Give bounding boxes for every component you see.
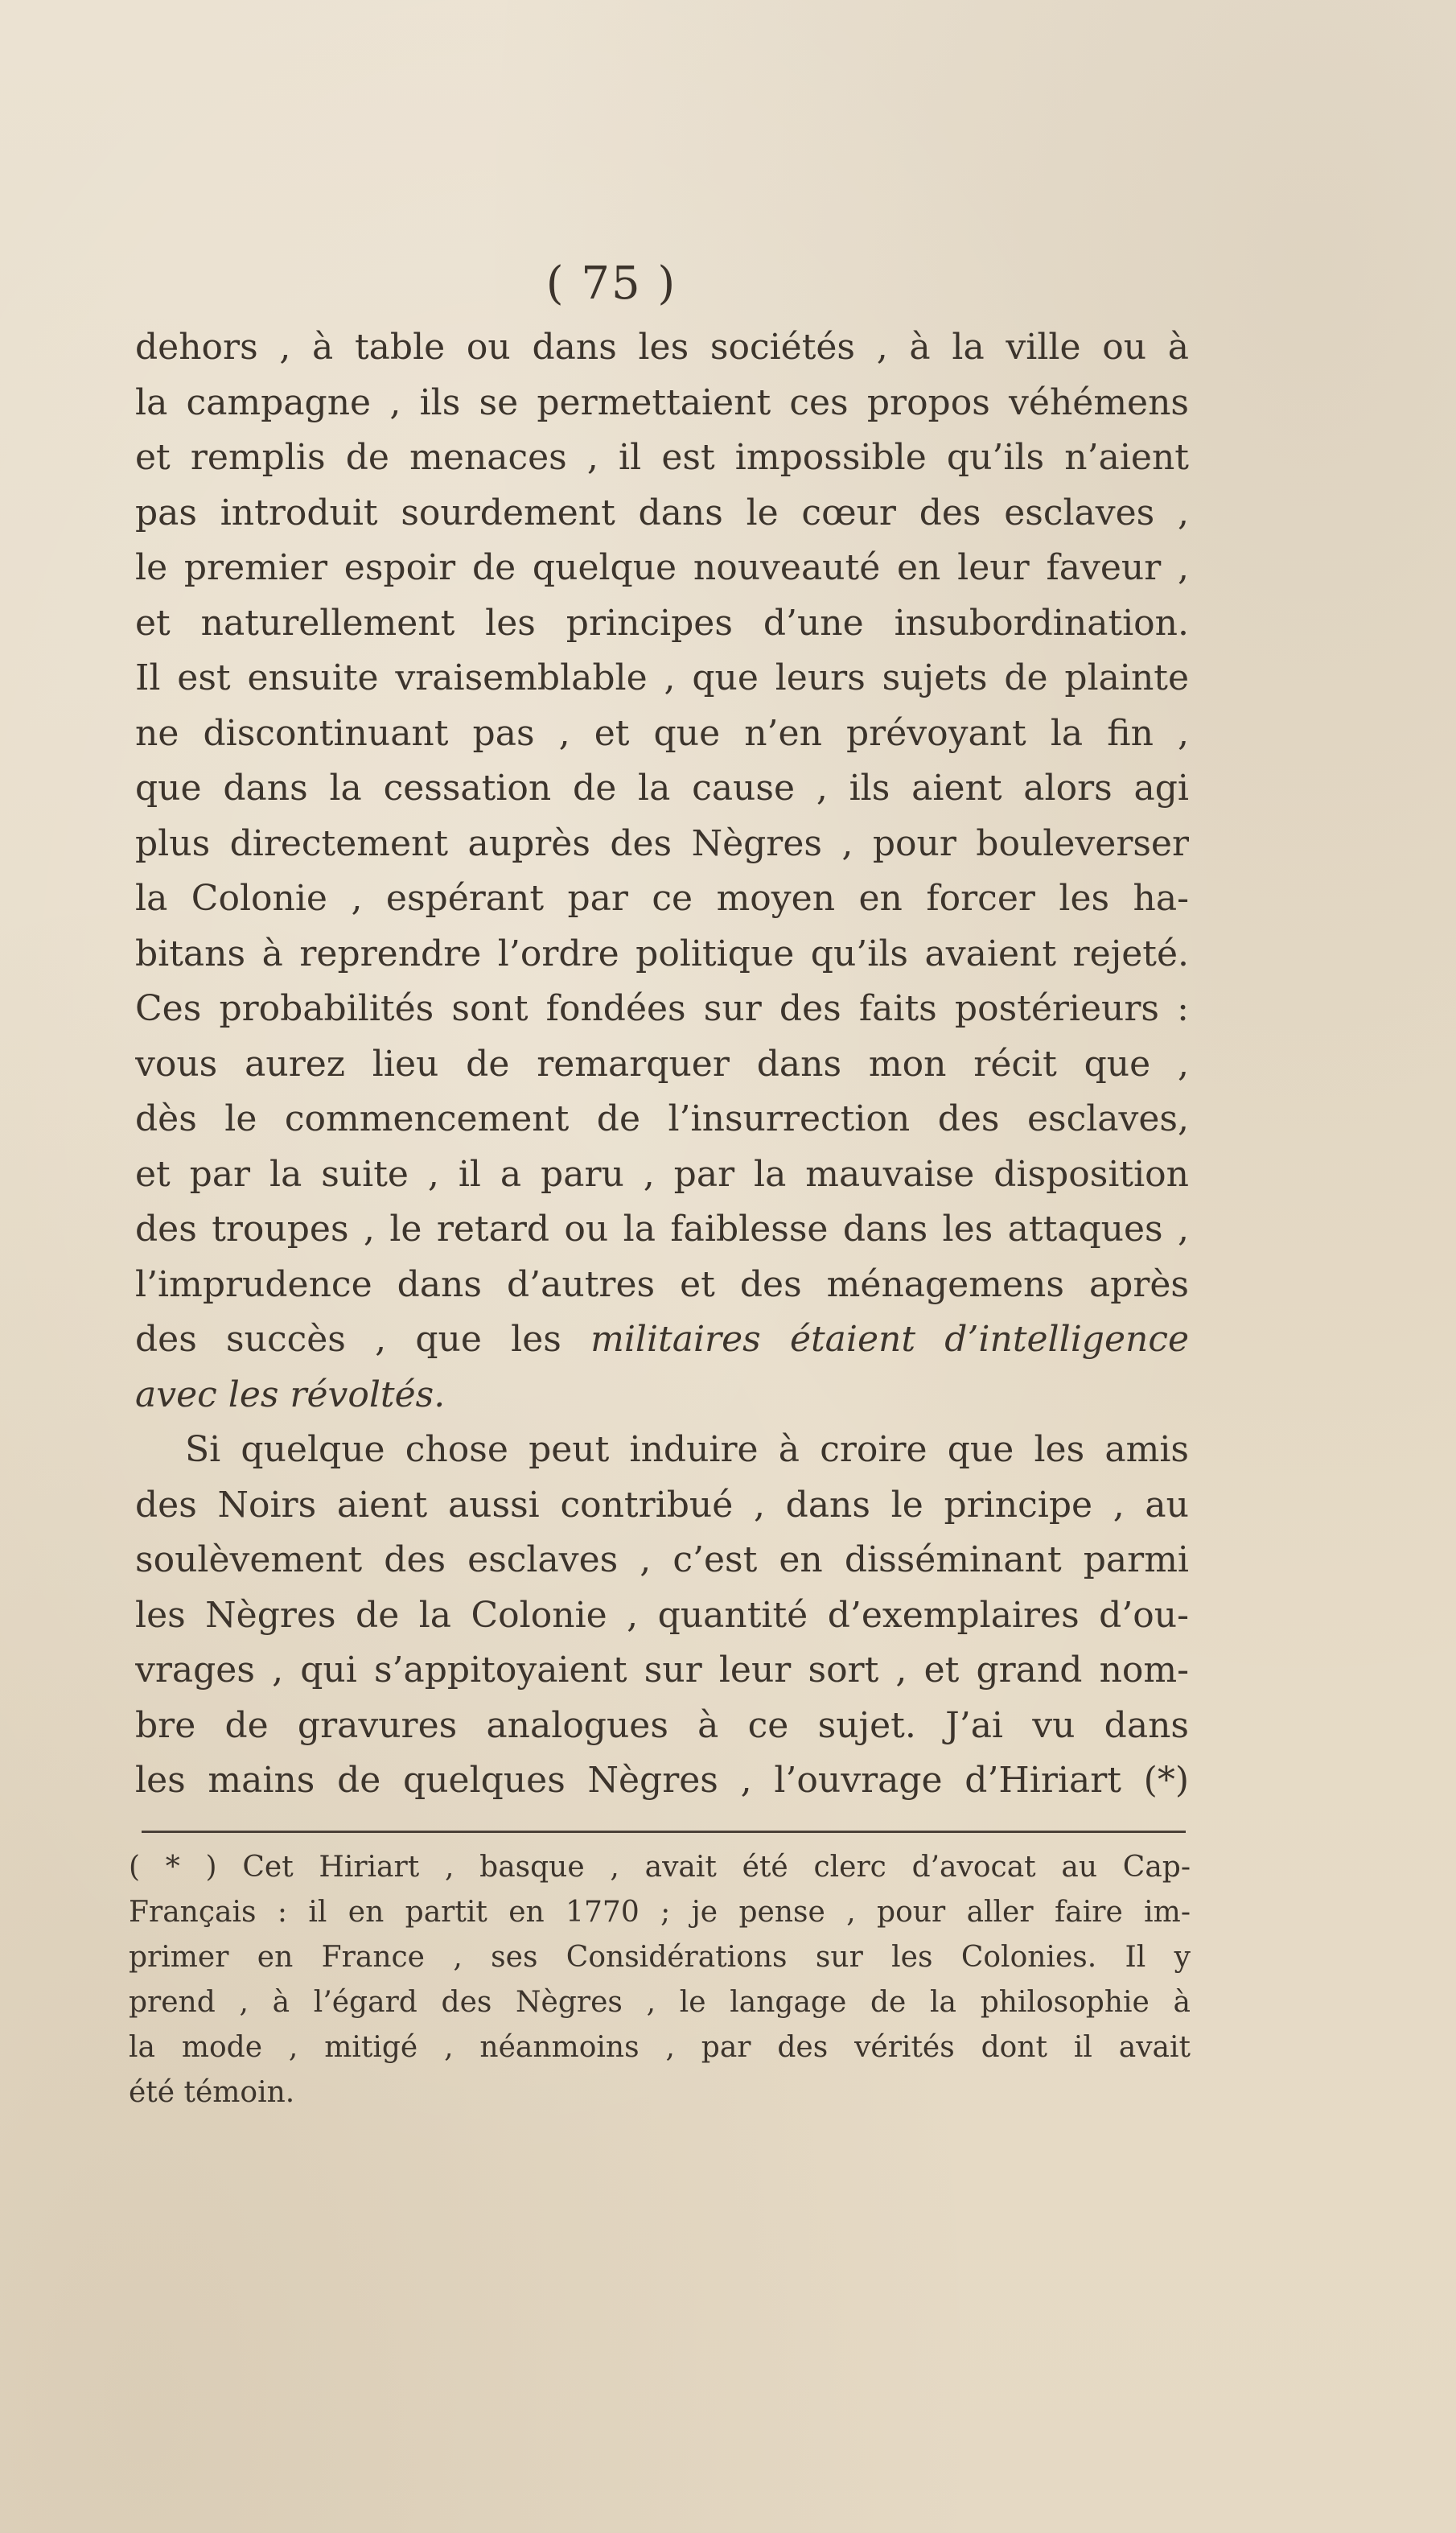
text-line: soulèvement des esclaves , c’est en disséminant parmi — [135, 1539, 1189, 1580]
text-line: Il est ensuite vraisemblable , que leurs sujets de plainte — [135, 657, 1189, 698]
text-line: bre de gravures analogues à ce sujet. J’ai vu dans — [135, 1704, 1189, 1746]
text-line: plus directement auprès des Nègres , pour bouleverser — [135, 822, 1189, 864]
text-line-mixed — [135, 1312, 1189, 1368]
text-line-italic — [135, 1368, 1189, 1423]
page-number: ( 75 ) — [545, 257, 677, 310]
text-line: les Nègres de la Colonie , quantité d’exemplaires d’ou- — [135, 1594, 1189, 1636]
text-line: dehors , à table ou dans les sociétés , à la ville ou à — [135, 327, 1189, 368]
footnote-line: la mode , mitigé , néanmoins , par des vérités dont il avait — [129, 2031, 1191, 2064]
text-line: les mains de quelques Nègres , l’ouvrage d’Hiriart (*) — [135, 1760, 1189, 1801]
text-line: que dans la cessation de la cause , ils aient alors agi — [135, 768, 1189, 809]
text-line: et remplis de menaces , il est impossible qu’ils n’aient — [135, 437, 1189, 478]
text-line: vrages , qui s’appitoyaient sur leur sort , et grand nom- — [135, 1650, 1189, 1691]
text-line: et naturellement les principes d’une insubordination. — [135, 602, 1189, 644]
text-line: des Noirs aient aussi contribué , dans le principe , au — [135, 1484, 1189, 1526]
text-line: vous aurez lieu de remarquer dans mon récit que , — [135, 1043, 1189, 1085]
text-line: la campagne , ils se permettaient ces propos véhémens — [135, 381, 1189, 423]
footnote-line: primer en France , ses Considérations sur les Colonies. Il y — [129, 1941, 1191, 1974]
text-line: et par la suite , il a paru , par la mauvaise disposition — [135, 1153, 1189, 1195]
text-line: Ces probabilités sont fondées sur des faits postérieurs : — [135, 988, 1189, 1029]
text-line: l’imprudence dans d’autres et des ménagemens après — [135, 1263, 1189, 1305]
text-span: des succès , que les — [135, 1319, 561, 1360]
footnote — [129, 1845, 1191, 2115]
footnote-line: été témoin. — [129, 2076, 295, 2109]
text-line: pas introduit sourdement dans le cœur des esclaves , — [135, 492, 1189, 533]
italic-text: avec les révoltés. — [135, 1374, 446, 1415]
footnote-divider — [142, 1831, 1186, 1833]
footnote-line: ( * ) Cet Hiriart , basque , avait été clerc d’avocat au Cap- — [129, 1851, 1191, 1884]
text-line: bitans à reprendre l’ordre politique qu’ils avaient rejeté. — [135, 933, 1189, 974]
text-line: ne discontinuant pas , et que n’en prévoyant la fin , — [135, 712, 1189, 754]
italic-text: militaires étaient d’intelligence — [590, 1319, 1189, 1360]
footnote-line: prend , à l’égard des Nègres , le langage de la philosophie à — [129, 1986, 1191, 2019]
text-line: dès le commencement de l’insurrection des esclaves, — [135, 1098, 1189, 1139]
text-line: des troupes , le retard ou la faiblesse dans les attaques , — [135, 1209, 1189, 1250]
body-text — [135, 320, 1189, 1809]
text-line: la Colonie , espérant par ce moyen en forcer les ha- — [135, 878, 1189, 919]
paragraph-start-line: Si quelque chose peut induire à croire que les amis — [185, 1429, 1189, 1470]
text-line: le premier espoir de quelque nouveauté en leur faveur , — [135, 547, 1189, 588]
footnote-line: Français : il en partit en 1770 ; je pense , pour aller faire im- — [129, 1896, 1191, 1929]
